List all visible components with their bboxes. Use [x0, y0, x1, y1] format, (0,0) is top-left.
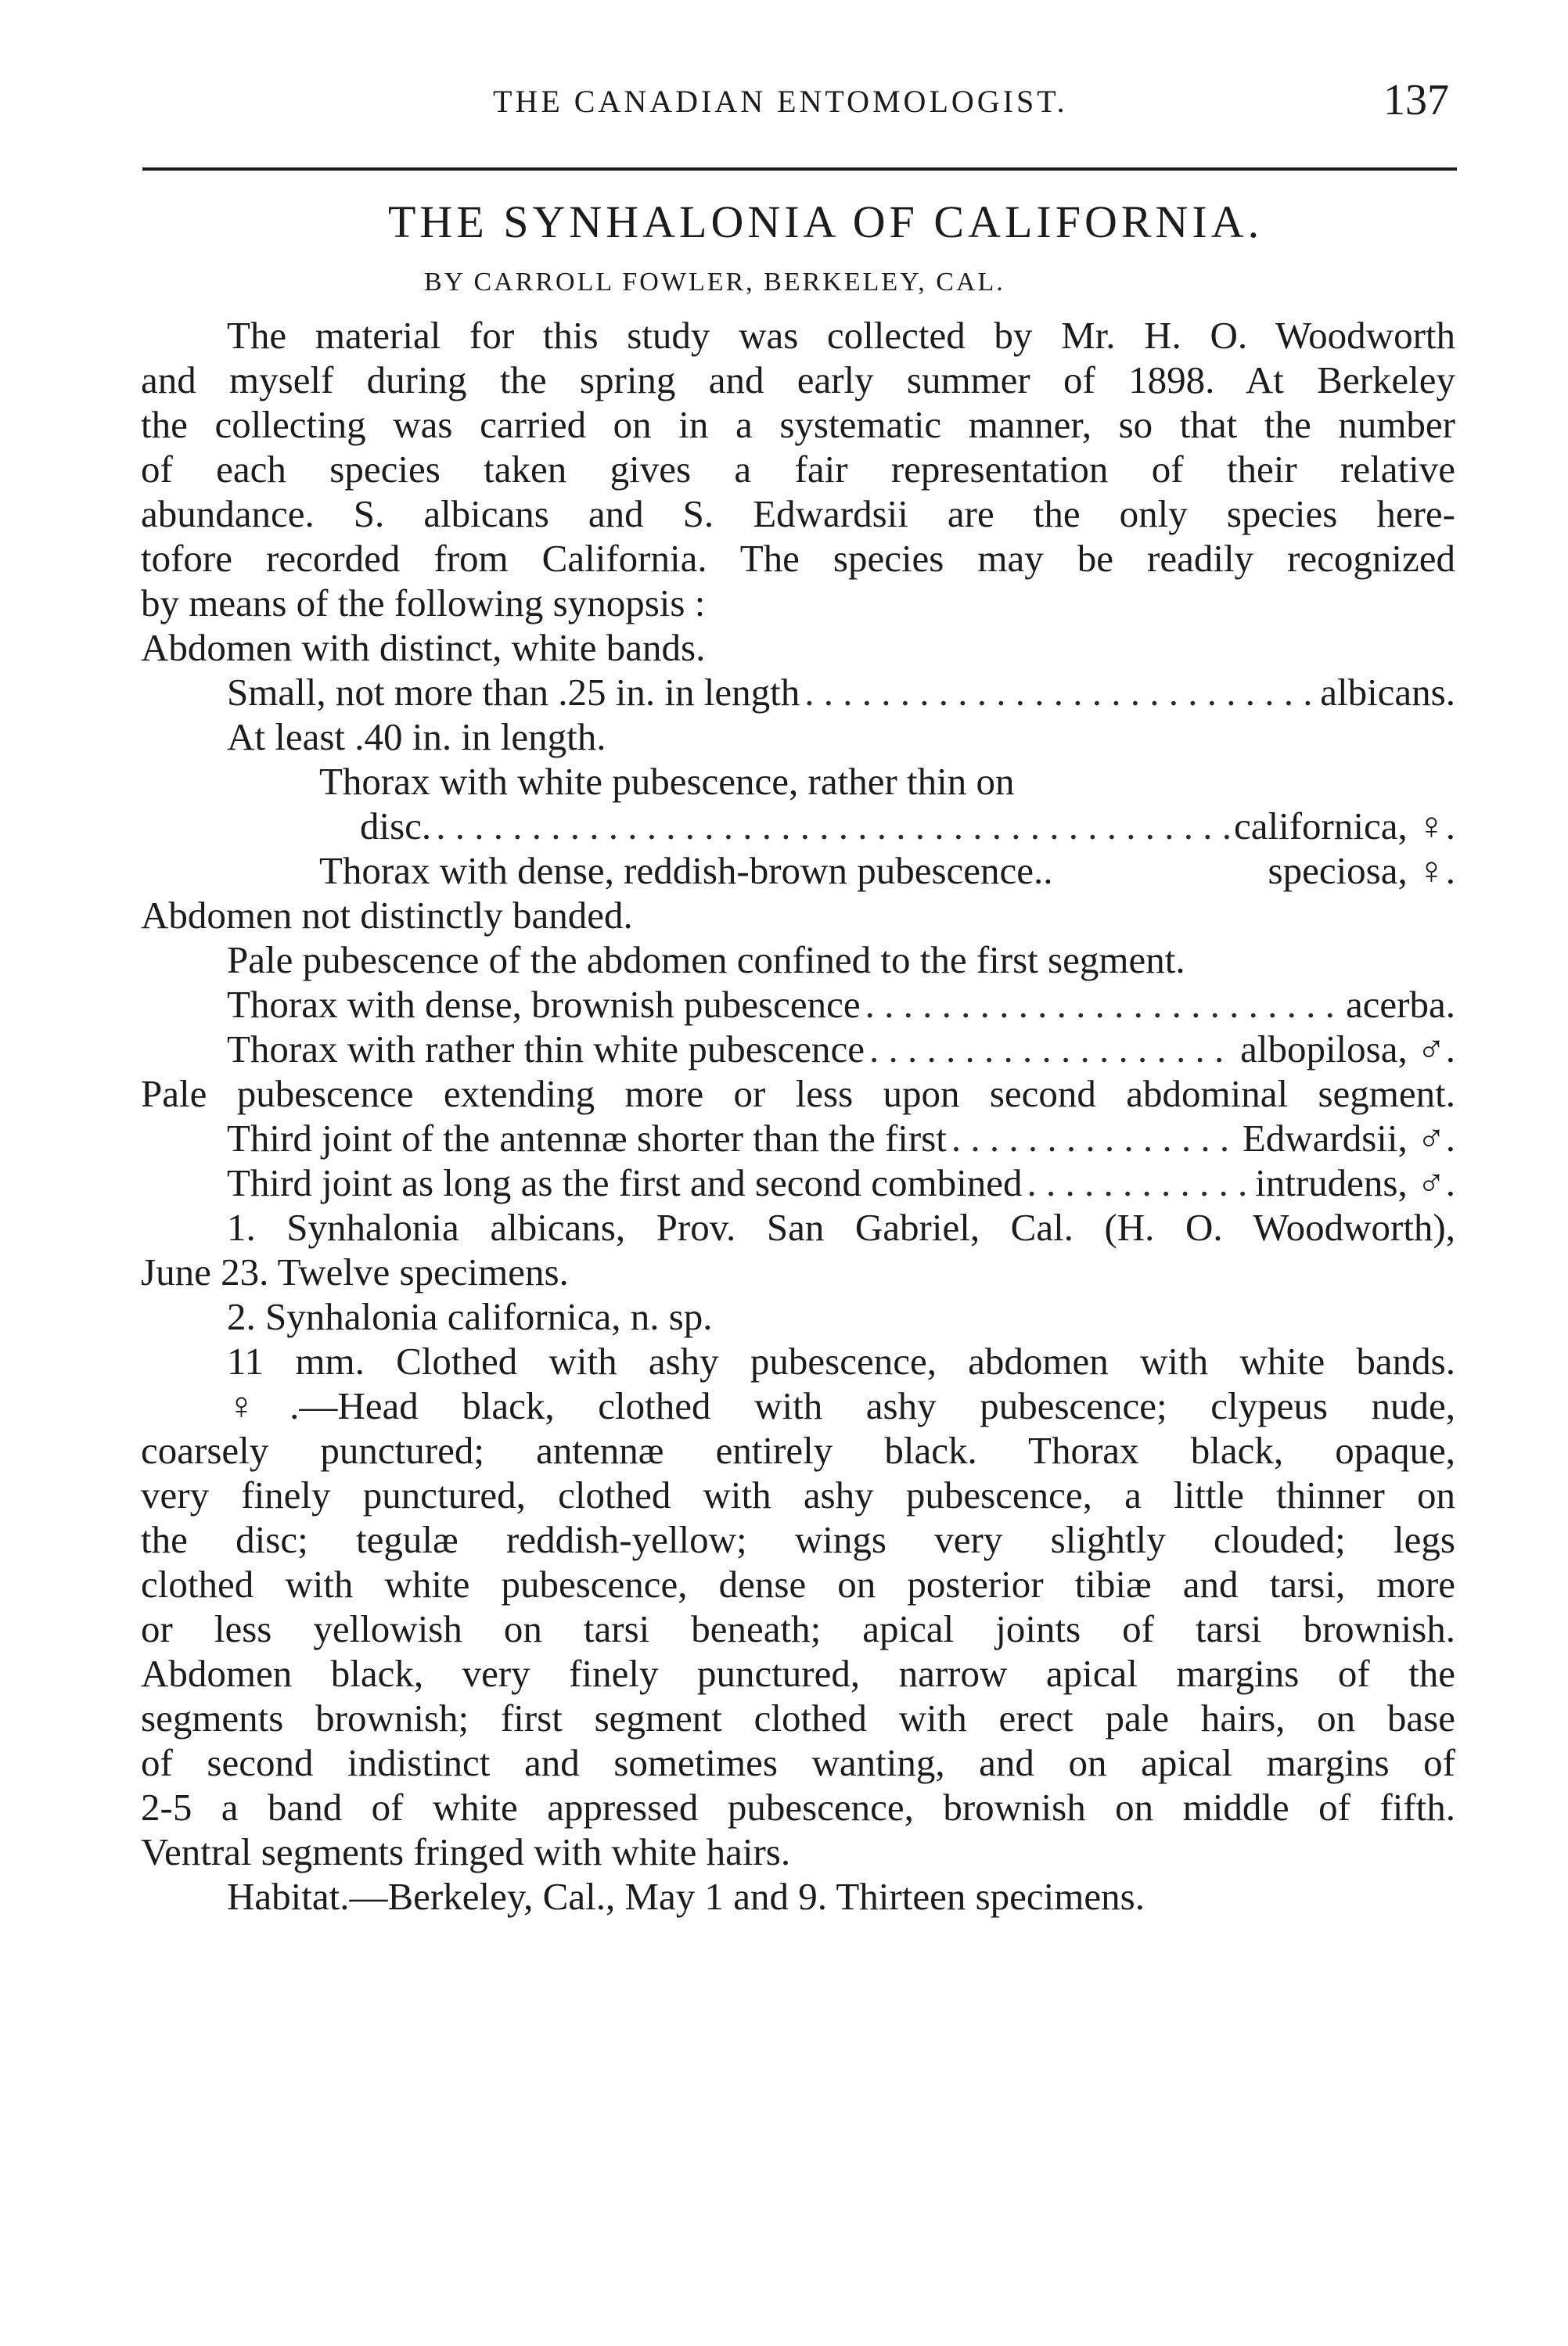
key-line: Abdomen with distinct, white bands.: [141, 626, 706, 669]
key-entry: [227, 1160, 1455, 1205]
species-line: 11 mm. Clothed with ashy pubescence, abdomen with white bands.: [227, 1340, 1455, 1383]
leader-dots: [1027, 1160, 1251, 1205]
key-line: Pale pubescence of the abdomen confined to the first segment.: [227, 938, 1185, 981]
species-line: 1. Synhalonia albicans, Prov. San Gabriel, Cal. (H. O. Woodworth),: [227, 1206, 1455, 1249]
leader-dots: [436, 804, 1229, 848]
key-description: Third joint as long as the first and second combined: [227, 1161, 1023, 1204]
intro-line: tofore recorded from California. The species may be readily recognized: [141, 537, 1455, 580]
habitat-line: Habitat.—Berkeley, Cal., May 1 and 9. Thirteen specimens.: [227, 1875, 1145, 1918]
key-line: Pale pubescence extending more or less upon second abdominal segment.: [141, 1072, 1455, 1115]
leader-dots: [869, 1027, 1235, 1071]
intro-line: abundance. S. albicans and S. Edwardsii are the only species here-: [141, 492, 1455, 535]
article-body: [141, 313, 1455, 1919]
leader-dots: [804, 670, 1315, 714]
species-line: 2-5 a band of white appressed pubescence, brownish on middle of fifth.: [141, 1786, 1455, 1829]
key-species-name: albopilosa, ♂.: [1240, 1027, 1455, 1070]
key-description: Small, not more than .25 in. in length: [227, 671, 800, 714]
key-description: Thorax with rather thin white pubescence: [227, 1027, 865, 1070]
species-line: June 23. Twelve specimens.: [141, 1250, 569, 1294]
species-line: Abdomen black, very finely punctured, narrow apical margins of the: [141, 1652, 1455, 1695]
key-entry: [227, 670, 1455, 714]
article-title: THE SYNHALONIA OF CALIFORNIA.: [388, 196, 1264, 247]
key-species-name: acerba.: [1345, 983, 1455, 1026]
key-species-name: Edwardsii, ♂.: [1242, 1117, 1455, 1160]
page-number: 137: [1383, 76, 1449, 124]
key-description: Third joint of the antennæ shorter than the first: [227, 1117, 947, 1160]
intro-line: by means of the following synopsis :: [141, 581, 706, 624]
article-byline: BY CARROLL FOWLER, BERKELEY, CAL.: [424, 268, 1005, 297]
key-species-name: speciosa, ♀.: [1268, 849, 1455, 892]
species-line: the disc; tegulæ reddish-yellow; wings very slightly clouded; legs: [141, 1518, 1455, 1561]
species-line: clothed with white pubescence, dense on posterior tibiæ and tarsi, more: [141, 1563, 1455, 1606]
key-species-name: californica, ♀.: [1234, 804, 1455, 847]
leader-dots: [865, 982, 1341, 1027]
key-entry: [360, 804, 1455, 848]
header-rule: [142, 167, 1457, 171]
species-line: coarsely punctured; antennæ entirely black. Thorax black, opaque,: [141, 1429, 1455, 1472]
intro-line: The material for this study was collected by Mr. H. O. Woodworth: [227, 314, 1455, 357]
intro-line: the collecting was carried on in a systematic manner, so that the number: [141, 403, 1455, 446]
key-entry: [227, 982, 1455, 1027]
species-line: of second indistinct and sometimes wanting, and on apical margins of: [141, 1741, 1455, 1784]
key-description: Thorax with dense, brownish pubescence: [227, 983, 861, 1026]
species-line: ♀.—Head black, clothed with ashy pubescence; clypeus nude,: [227, 1384, 1455, 1427]
leader-dots: [951, 1116, 1238, 1160]
intro-line: of each species taken gives a fair representation of their relative: [141, 448, 1455, 491]
intro-line: and myself during the spring and early summer of 1898. At Berkeley: [141, 358, 1455, 401]
key-entry: [319, 848, 1455, 893]
species-line: 2. Synhalonia californica, n. sp.: [227, 1295, 713, 1338]
key-species-name: albicans.: [1320, 671, 1455, 714]
key-line: At least .40 in. in length.: [227, 715, 606, 758]
running-header: THE CANADIAN ENTOMOLOGIST.: [493, 84, 1068, 119]
key-species-name: intrudens, ♂.: [1255, 1161, 1455, 1204]
key-description: Thorax with dense, reddish-brown pubescence..: [319, 849, 1053, 892]
key-line: Abdomen not distinctly banded.: [141, 894, 633, 937]
key-description: disc.: [360, 804, 432, 847]
species-line: or less yellowish on tarsi beneath; apical joints of tarsi brownish.: [141, 1607, 1455, 1650]
key-entry: [227, 1027, 1455, 1071]
key-line: Thorax with white pubescence, rather thin on: [319, 760, 1015, 803]
species-line: very finely punctured, clothed with ashy pubescence, a little thinner on: [141, 1473, 1455, 1517]
species-line: Ventral segments fringed with white hairs.: [141, 1830, 791, 1873]
key-entry: [227, 1116, 1455, 1160]
species-line: segments brownish; first segment clothed with erect pale hairs, on base: [141, 1697, 1455, 1740]
